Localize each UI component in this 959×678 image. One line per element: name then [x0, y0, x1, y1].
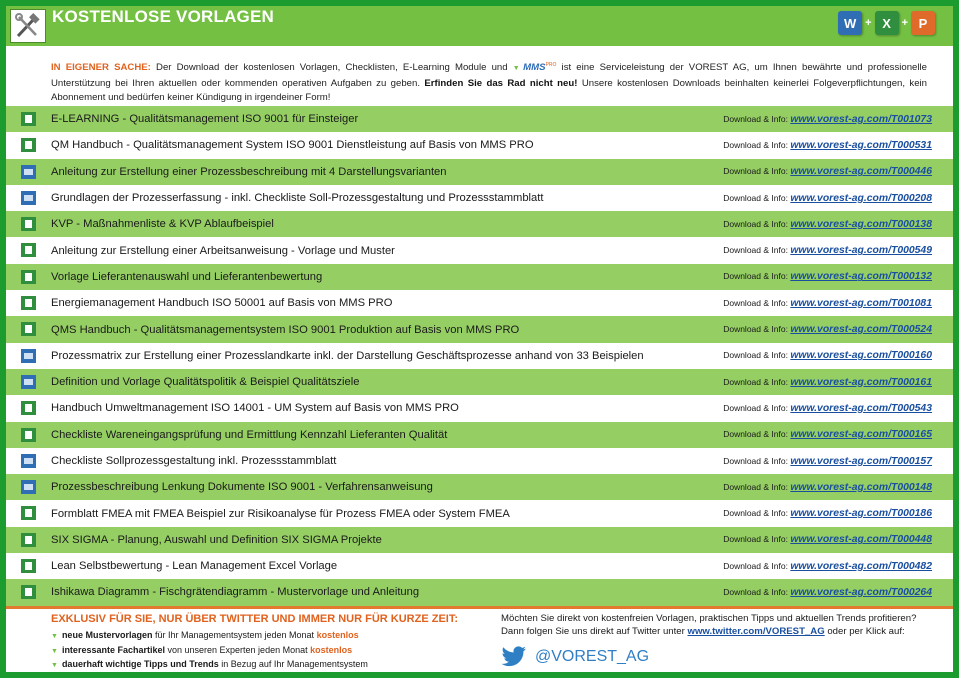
- table-row: [6, 395, 953, 421]
- list-item: ▼ interessante Fachartikel von unseren Experten jeden Monat kostenlos: [51, 644, 491, 659]
- word-file-icon: [21, 191, 36, 205]
- word-file-icon: [21, 454, 36, 468]
- mms-sup: PRO: [545, 62, 557, 68]
- table-row: [6, 369, 953, 395]
- excel-file-icon: [21, 112, 36, 126]
- intro-text: Unsere kostenlosen Downloads beinhalten keinerlei Folgeverpflichtungen, kein Abonnement und bedürfen keiner Kündigung in irgendeiner Form!: [51, 77, 928, 104]
- excel-file-icon: [21, 533, 36, 547]
- download-link[interactable]: www.vorest-ag.com/T000148: [790, 481, 932, 493]
- download-label: Download & Info:: [723, 192, 791, 203]
- template-title: Checkliste Wareneingangsprüfung und Ermittlung Kennzahl Lieferanten Qualität: [51, 428, 448, 441]
- download-label: Download & Info:: [723, 271, 791, 282]
- table-row: [6, 290, 953, 316]
- download-info: [723, 508, 932, 519]
- download-link[interactable]: www.vorest-ag.com/T001073: [790, 113, 932, 125]
- twitter-cta: [501, 612, 931, 638]
- template-title: Checkliste Sollprozessgestaltung inkl. Prozessstammblatt: [51, 455, 337, 467]
- download-info: [723, 219, 932, 230]
- download-label: Download & Info:: [723, 245, 791, 256]
- download-label: Download & Info:: [723, 534, 791, 545]
- download-link[interactable]: www.vorest-ag.com/T000132: [790, 271, 932, 283]
- download-info: [723, 377, 932, 388]
- app-icons: [838, 11, 935, 35]
- table-row: [6, 422, 953, 448]
- list-item: ▼ dauerhaft wichtige Tipps und Trends in Bezug auf Ihr Managementsystem: [51, 658, 491, 673]
- download-info: [723, 456, 932, 467]
- download-label: Download & Info:: [723, 139, 791, 150]
- download-label: Download & Info:: [723, 218, 791, 229]
- template-title: Formblatt FMEA mit FMEA Beispiel zur Risikoanalyse für Prozess FMEA oder System FMEA: [51, 507, 510, 520]
- download-link[interactable]: www.vorest-ag.com/T000531: [790, 139, 932, 151]
- download-link[interactable]: www.vorest-ag.com/T001081: [790, 297, 932, 309]
- mms-logo: ▼ MMS: [513, 62, 546, 73]
- plus-sign: +: [901, 17, 908, 29]
- download-label: Download & Info:: [723, 376, 791, 387]
- download-info: [723, 245, 932, 256]
- template-title: SIX SIGMA - Planung, Auswahl und Definition SIX SIGMA Projekte: [51, 533, 382, 546]
- download-link[interactable]: www.vorest-ag.com/T000549: [790, 245, 932, 257]
- download-label: Download & Info:: [723, 508, 791, 519]
- twitter-bird-icon: [501, 646, 527, 668]
- download-info: [723, 587, 932, 598]
- download-link[interactable]: www.vorest-ag.com/T000543: [790, 402, 932, 414]
- word-icon: W: [838, 11, 862, 35]
- table-row: [6, 500, 953, 526]
- excel-file-icon: [21, 138, 36, 152]
- excel-file-icon: [21, 585, 36, 599]
- tools-logo-icon: [10, 9, 46, 43]
- table-row: [6, 211, 953, 237]
- download-label: Download & Info:: [723, 402, 791, 413]
- table-row: [6, 106, 953, 132]
- download-link[interactable]: www.vorest-ag.com/T000264: [790, 586, 932, 598]
- offer-title: EXKLUSIV FÜR SIE, NUR ÜBER TWITTER UND IMMER NUR FÜR KURZE ZEIT:: [51, 613, 458, 625]
- word-file-icon: [21, 165, 36, 179]
- download-link[interactable]: www.vorest-ag.com/T000138: [790, 218, 932, 230]
- excel-file-icon: [21, 217, 36, 231]
- download-link[interactable]: www.vorest-ag.com/T000186: [790, 508, 932, 520]
- table-row: [6, 553, 953, 579]
- template-title: Vorlage Lieferantenauswahl und Lieferantenbewertung: [51, 270, 323, 283]
- download-label: Download & Info:: [723, 324, 791, 335]
- download-info: [723, 114, 932, 125]
- download-link[interactable]: www.vorest-ag.com/T000157: [790, 455, 932, 467]
- template-title: Lean Selbstbewertung - Lean Management Excel Vorlage: [51, 560, 338, 573]
- download-link[interactable]: www.vorest-ag.com/T000524: [790, 324, 932, 336]
- download-label: Download & Info:: [723, 350, 791, 361]
- download-label: Download & Info:: [723, 297, 791, 308]
- word-file-icon: [21, 375, 36, 389]
- page-title: KOSTENLOSE VORLAGEN: [52, 7, 274, 26]
- word-file-icon: [21, 480, 36, 494]
- template-title: Grundlagen der Prozesserfassung - inkl. Checkliste Soll-Prozessgestaltung und Prozessstammblatt: [51, 192, 544, 205]
- download-info: [723, 482, 932, 493]
- download-label: Download & Info:: [723, 560, 791, 571]
- twitter-follow[interactable]: [501, 646, 649, 668]
- table-row: [6, 527, 953, 553]
- table-row: [6, 264, 953, 290]
- download-info: [723, 140, 932, 151]
- template-title: QMS Handbuch - Qualitätsmanagementsystem ISO 9001 Produktion auf Basis von MMS PRO: [51, 323, 520, 336]
- download-link[interactable]: www.vorest-ag.com/T000448: [790, 534, 932, 546]
- download-info: [723, 350, 932, 361]
- table-row: [6, 448, 953, 474]
- download-link[interactable]: www.vorest-ag.com/T000165: [790, 429, 932, 441]
- download-label: Download & Info:: [723, 113, 791, 124]
- download-info: [723, 534, 932, 545]
- intro-lead: IN EIGENER SACHE:: [51, 62, 151, 74]
- download-info: [723, 429, 932, 440]
- template-title: KVP - Maßnahmenliste & KVP Ablaufbeispiel: [51, 218, 274, 231]
- template-title: Prozessbeschreibung Lenkung Dokumente ISO 9001 - Verfahrensanweisung: [51, 481, 433, 494]
- excel-icon: X: [875, 11, 899, 35]
- excel-file-icon: [21, 506, 36, 520]
- table-row: [6, 237, 953, 263]
- table-row: [6, 185, 953, 211]
- download-link[interactable]: www.vorest-ag.com/T000160: [790, 350, 932, 362]
- intro-bold: Erfinden Sie das Rad nicht neu!: [424, 77, 578, 89]
- download-label: Download & Info:: [723, 455, 791, 466]
- template-title: Energiemanagement Handbuch ISO 50001 auf Basis von MMS PRO: [51, 297, 393, 310]
- template-title: Definition und Vorlage Qualitätspolitik & Beispiel Qualitätsziele: [51, 376, 360, 389]
- template-title: Ishikawa Diagramm - Fischgrätendiagramm - Mustervorlage und Anleitung: [51, 586, 420, 599]
- header-bar: [6, 6, 953, 46]
- download-label: Download & Info:: [723, 586, 791, 597]
- twitter-link[interactable]: www.twitter.com/VOREST_AG: [687, 626, 825, 637]
- intro-text: ist eine Serviceleistung der VOREST AG, um Ihnen bewährte und professionelle Unterstützung bei Ihren aktuellen oder kommenden operativen Aufgaben zu geben.: [51, 62, 927, 89]
- download-info: [723, 166, 932, 177]
- table-row: [6, 343, 953, 369]
- template-title: QM Handbuch - Qualitätsmanagement System ISO 9001 Dienstleistung auf Basis von MMS PRO: [51, 139, 534, 152]
- download-label: Download & Info:: [723, 166, 791, 177]
- offer-list: [51, 629, 491, 673]
- excel-file-icon: [21, 322, 36, 336]
- download-info: [723, 193, 932, 204]
- word-file-icon: [21, 349, 36, 363]
- excel-file-icon: [21, 559, 36, 573]
- powerpoint-icon: P: [911, 11, 935, 35]
- template-title: Anleitung zur Erstellung einer Arbeitsanweisung - Vorlage und Muster: [51, 244, 395, 257]
- template-title: Handbuch Umweltmanagement ISO 14001 - UM System auf Basis von MMS PRO: [51, 402, 459, 415]
- cta-text: Möchten Sie direkt von kostenfreien Vorlagen, praktischen Tipps und aktuellen Trends profitieren? Dann folgen Sie uns direkt auf Twitter unter: [501, 613, 917, 637]
- download-label: Download & Info:: [723, 429, 791, 440]
- download-label: Download & Info:: [723, 481, 791, 492]
- download-info: [723, 561, 932, 572]
- plus-sign: +: [865, 17, 872, 29]
- twitter-offer: [51, 613, 491, 673]
- intro-paragraph: [51, 58, 927, 106]
- template-title: Anleitung zur Erstellung einer Prozessbeschreibung mit 4 Darstellungsvarianten: [51, 165, 447, 178]
- table-row: [6, 132, 953, 158]
- table-row: [6, 474, 953, 500]
- table-row: [6, 316, 953, 342]
- download-link[interactable]: www.vorest-ag.com/T000482: [790, 560, 932, 572]
- download-info: [723, 403, 932, 414]
- download-link[interactable]: www.vorest-ag.com/T000161: [790, 376, 932, 388]
- twitter-handle: @VOREST_AG: [535, 648, 650, 665]
- download-info: [723, 271, 932, 282]
- intro-text: Der Download der kostenlosen Vorlagen, Checklisten, E-Learning Module und: [150, 62, 513, 74]
- download-info: [723, 324, 932, 335]
- excel-file-icon: [21, 296, 36, 310]
- cta-text: oder per Klick auf:: [824, 626, 905, 637]
- template-title: Prozessmatrix zur Erstellung einer Prozesslandkarte inkl. der Darstellung Geschäftsprozesse anhand von 33 Beispielen: [51, 349, 644, 362]
- list-item: ▼ neue Mustervorlagen für Ihr Managementsystem jeden Monat kostenlos: [51, 629, 491, 644]
- download-list: [6, 106, 953, 606]
- excel-file-icon: [21, 401, 36, 415]
- section-divider: [6, 606, 953, 609]
- download-link[interactable]: www.vorest-ag.com/T000208: [790, 192, 932, 204]
- template-title: E-LEARNING - Qualitätsmanagement ISO 9001 für Einsteiger: [51, 113, 359, 126]
- table-row: [6, 159, 953, 185]
- excel-file-icon: [21, 270, 36, 284]
- download-info: [723, 298, 932, 309]
- table-row: [6, 579, 953, 605]
- download-link[interactable]: www.vorest-ag.com/T000446: [790, 166, 932, 178]
- excel-file-icon: [21, 428, 36, 442]
- excel-file-icon: [21, 243, 36, 257]
